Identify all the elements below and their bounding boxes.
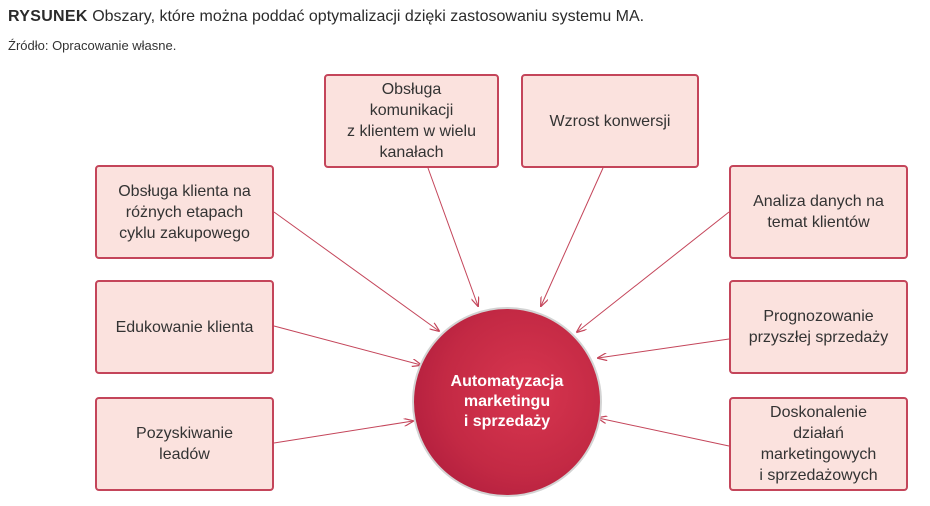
- arrow-prognozowanie: [598, 339, 729, 358]
- arrow-edukowanie-klienta: [274, 326, 421, 365]
- arrow-pozyskiwanie-leadow: [274, 421, 413, 443]
- center-circle: Automatyzacja marketingu i sprzedaży: [412, 307, 602, 497]
- box-analiza-danych: Analiza danych na temat klientów: [729, 165, 908, 259]
- box-obsluga-komunikacji: Obsługa komunikacji z klientem w wielu kanałach: [324, 74, 499, 168]
- box-obsluga-klienta: Obsługa klienta na różnych etapach cyklu zakupowego: [95, 165, 274, 259]
- figure-title: Obszary, które można poddać optymalizacji dzięki zastosowaniu systemu MA.: [87, 8, 645, 25]
- arrow-obsluga-klienta: [274, 212, 439, 331]
- box-doskonalenie: Doskonalenie działań marketingowych i sprzedażowych: [729, 397, 908, 491]
- arrow-doskonalenie: [598, 418, 729, 446]
- box-pozyskiwanie-leadow: Pozyskiwanie leadów: [95, 397, 274, 491]
- figure-label: RYSUNEK: [8, 8, 88, 25]
- box-edukowanie-klienta: Edukowanie klienta: [95, 280, 274, 374]
- arrow-wzrost-konwersji: [541, 168, 603, 306]
- arrow-analiza-danych: [577, 212, 729, 332]
- box-wzrost-konwersji: Wzrost konwersji: [521, 74, 699, 168]
- figure-source: Źródło: Opracowanie własne.: [8, 38, 177, 53]
- box-prognozowanie: Prognozowanie przyszłej sprzedaży: [729, 280, 908, 374]
- arrow-obsluga-komunikacji: [428, 168, 478, 306]
